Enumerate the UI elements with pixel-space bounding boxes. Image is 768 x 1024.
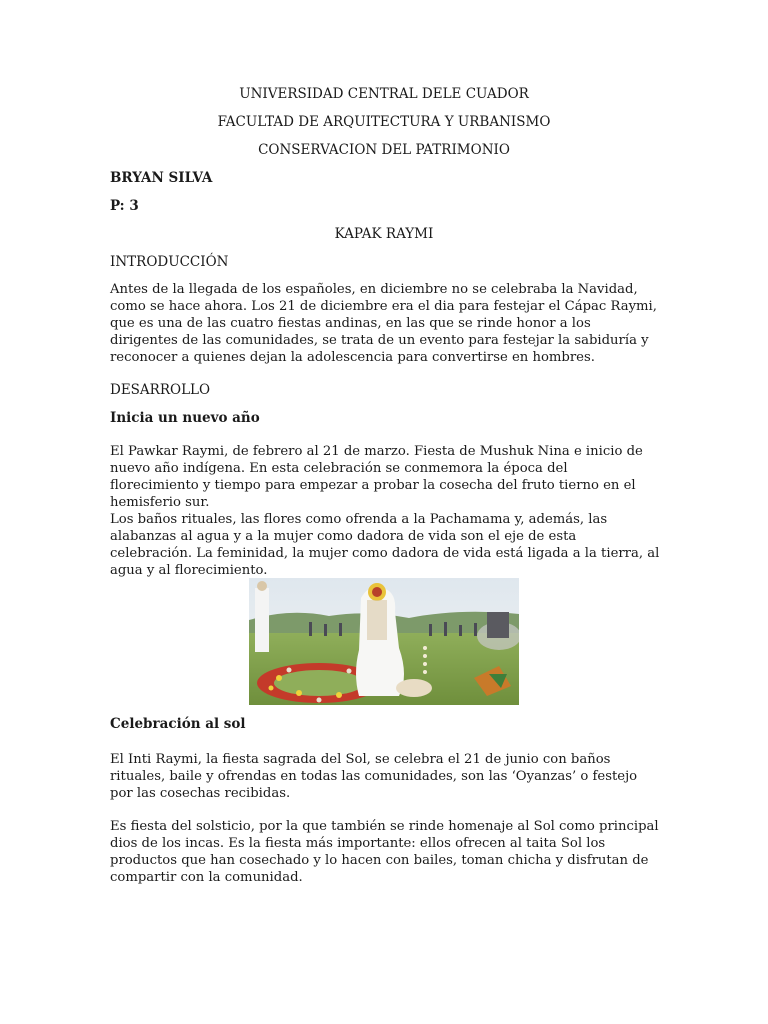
section2-paragraph2: Es fiesta del solsticio, por la que también se rinde homenaje al Sol como principal dios de los incas. Es la fiesta más importante: ellos ofrecen al taita Sol los productos que han cosechado y lo hacen con bailes, toman chicha y disfrutan de compartir con la comunidad. [110, 819, 659, 885]
introduction-paragraph: Antes de la llegada de los españoles, en diciembre no se celebraba la Navidad, como se hace ahora. Los 21 de diciembre era el dia para festejar el Cápac Raymi, que es una de las cuatro fiestas andinas, en las que se rinde honor a los dirigentes de las comunidades, se trata de un evento para festejar la sabiduría y reconocer a quienes dejan la adolescencia para convertirse en hombres. [110, 282, 657, 365]
document-title: KAPAK RAYMI [334, 226, 434, 242]
ceremony-photo [249, 578, 519, 705]
faculty-title: FACULTAD DE ARQUITECTURA Y URBANISMO [217, 114, 551, 130]
section2-paragraph1: El Inti Raymi, la fiesta sagrada del Sol, se celebra el 21 de junio con baños rituales, baile y ofrendas en todas las comunidades, son las ‘Oyanzas’ o festejo por las cosechas recibidas. [110, 752, 638, 801]
section1-paragraph2: Los baños rituales, las flores como ofrenda a la Pachamama y, además, las alabanzas al agua y a la mujer como dadora de vida son el eje de esta celebración. La feminidad, la mujer como dadora de vida está ligada a la tierra, al agua y al florecimiento. [110, 512, 660, 578]
development-heading: DESARROLLO [110, 382, 211, 398]
introduction-heading: INTRODUCCIÓN [110, 254, 229, 270]
section2-subheading: Celebración al sol [110, 716, 246, 732]
author-name: BRYAN SILVA [110, 170, 213, 186]
course-title: CONSERVACION DEL PATRIMONIO [258, 142, 510, 158]
section1-paragraph1: El Pawkar Raymi, de febrero al 21 de marzo. Fiesta de Mushuk Nina e inicio de nuevo año indígena. En esta celebración se conmemora la época del florecimiento y tiempo para empezar a probar la cosecha del fruto tierno en el hemisferio sur. [110, 444, 643, 510]
university-title: UNIVERSIDAD CENTRAL DELE CUADOR [239, 86, 529, 102]
section1-subheading: Inicia un nuevo año [110, 410, 260, 426]
author-section: P: 3 [110, 198, 139, 214]
